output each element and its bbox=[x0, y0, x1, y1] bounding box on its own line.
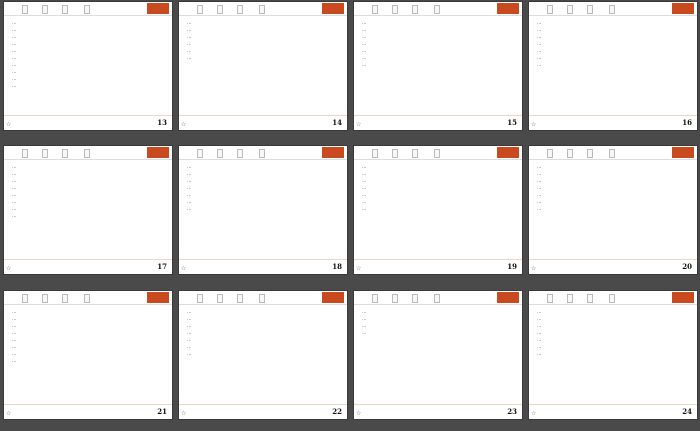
slide-text-line: … bbox=[12, 179, 17, 184]
slide-nav-bar bbox=[354, 291, 522, 305]
slide-number: 24 bbox=[682, 407, 692, 416]
slide-nav-tab bbox=[412, 294, 418, 303]
footer-divider bbox=[529, 115, 697, 116]
slide-text-line: … bbox=[362, 207, 367, 212]
slide-text-line: … bbox=[187, 28, 192, 33]
slide-text-line: … bbox=[187, 165, 192, 170]
slide-number: 15 bbox=[507, 118, 517, 127]
slide-nav-tab bbox=[22, 149, 28, 158]
slide-thumbnail[interactable] bbox=[178, 1, 348, 131]
slide-number: 16 bbox=[682, 118, 692, 127]
slide-text-line: … bbox=[12, 165, 17, 170]
slide-text-line: … bbox=[187, 338, 192, 343]
slide-star-icon: ☆ bbox=[6, 265, 12, 272]
slide-text-line: … bbox=[362, 165, 367, 170]
slide-thumbnail[interactable] bbox=[353, 290, 523, 420]
slide-text-line: … bbox=[537, 42, 542, 47]
slide-nav-tab bbox=[217, 149, 223, 158]
footer-divider bbox=[4, 259, 172, 260]
slide-star-icon: ☆ bbox=[356, 121, 362, 128]
slide-text-line: … bbox=[12, 186, 17, 191]
slide-text-line: … bbox=[362, 172, 367, 177]
slide-star-icon: ☆ bbox=[181, 121, 187, 128]
slide-text-line: … bbox=[362, 331, 367, 336]
section-badge bbox=[147, 292, 169, 303]
slide-nav-bar bbox=[4, 291, 172, 305]
slide-text-line: … bbox=[187, 345, 192, 350]
slide-text-line: … bbox=[187, 200, 192, 205]
slide-nav-bar bbox=[4, 146, 172, 160]
slide-nav-tab bbox=[412, 149, 418, 158]
section-badge bbox=[672, 3, 694, 14]
footer-divider bbox=[4, 404, 172, 405]
section-badge bbox=[322, 147, 344, 158]
section-badge bbox=[497, 292, 519, 303]
slide-nav-tab bbox=[237, 149, 243, 158]
slide-text-line: … bbox=[537, 352, 542, 357]
slide-text-line: … bbox=[362, 42, 367, 47]
slide-number: 23 bbox=[507, 407, 517, 416]
slide-text-line: … bbox=[12, 63, 17, 68]
slide-text-line: … bbox=[12, 42, 17, 47]
slide-text-line: … bbox=[537, 21, 542, 26]
slide-content bbox=[187, 20, 341, 62]
slide-text-line: … bbox=[12, 331, 17, 336]
footer-divider bbox=[529, 259, 697, 260]
slide-nav-tab bbox=[392, 294, 398, 303]
slide-text-line: … bbox=[187, 56, 192, 61]
slide-number: 20 bbox=[682, 262, 692, 271]
slide-text-line: … bbox=[12, 207, 17, 212]
slide-text-line: … bbox=[187, 35, 192, 40]
slide-nav-tab bbox=[412, 5, 418, 14]
slide-text-line: … bbox=[12, 317, 17, 322]
slide-content bbox=[362, 309, 516, 337]
slide-text-line: … bbox=[537, 35, 542, 40]
section-badge bbox=[497, 147, 519, 158]
slide-text-line: … bbox=[537, 172, 542, 177]
section-badge bbox=[322, 3, 344, 14]
slide-number: 18 bbox=[332, 262, 342, 271]
slide-star-icon: ☆ bbox=[181, 410, 187, 417]
slide-text-line: … bbox=[362, 63, 367, 68]
slide-star-icon: ☆ bbox=[531, 265, 537, 272]
slide-thumbnail[interactable] bbox=[3, 145, 173, 275]
slide-text-line: … bbox=[537, 28, 542, 33]
slide-text-line: … bbox=[537, 310, 542, 315]
slide-nav-bar bbox=[354, 2, 522, 16]
slide-thumbnail[interactable] bbox=[528, 1, 698, 131]
section-badge bbox=[497, 3, 519, 14]
slide-text-line: … bbox=[12, 35, 17, 40]
slide-nav-tab bbox=[392, 149, 398, 158]
footer-divider bbox=[354, 259, 522, 260]
slide-text-line: … bbox=[187, 186, 192, 191]
slide-text-line: … bbox=[537, 49, 542, 54]
slide-star-icon: ☆ bbox=[6, 410, 12, 417]
slide-text-line: … bbox=[537, 317, 542, 322]
slide-nav-tab bbox=[42, 294, 48, 303]
slide-thumbnail[interactable] bbox=[3, 1, 173, 131]
slide-content bbox=[12, 309, 166, 365]
slide-text-line: … bbox=[362, 179, 367, 184]
section-badge bbox=[322, 292, 344, 303]
slide-thumbnail[interactable] bbox=[528, 290, 698, 420]
slide-text-line: … bbox=[12, 70, 17, 75]
slide-text-line: … bbox=[187, 193, 192, 198]
slide-nav-tab bbox=[237, 5, 243, 14]
slide-text-line: … bbox=[12, 359, 17, 364]
slide-text-line: … bbox=[187, 317, 192, 322]
slide-thumbnail[interactable] bbox=[178, 290, 348, 420]
slide-number: 19 bbox=[507, 262, 517, 271]
slide-nav-tab bbox=[22, 294, 28, 303]
slide-nav-tab bbox=[434, 149, 440, 158]
slide-text-line: … bbox=[537, 56, 542, 61]
slide-nav-tab bbox=[372, 294, 378, 303]
slide-text-line: … bbox=[12, 21, 17, 26]
slide-content bbox=[12, 20, 166, 90]
slide-text-line: … bbox=[187, 331, 192, 336]
slide-text-line: … bbox=[537, 345, 542, 350]
slide-nav-tab bbox=[609, 294, 615, 303]
slide-text-line: … bbox=[12, 345, 17, 350]
slide-text-line: … bbox=[12, 338, 17, 343]
slide-text-line: … bbox=[12, 352, 17, 357]
slide-text-line: … bbox=[537, 193, 542, 198]
slide-content bbox=[187, 164, 341, 213]
slide-nav-bar bbox=[179, 2, 347, 16]
slide-nav-tab bbox=[372, 149, 378, 158]
slide-nav-tab bbox=[587, 5, 593, 14]
slide-text-line: … bbox=[12, 172, 17, 177]
slide-text-line: … bbox=[537, 338, 542, 343]
slide-nav-tab bbox=[217, 5, 223, 14]
slide-content bbox=[12, 164, 166, 220]
slide-text-line: … bbox=[362, 317, 367, 322]
slide-text-line: … bbox=[187, 310, 192, 315]
slide-text-line: … bbox=[537, 331, 542, 336]
slide-text-line: … bbox=[187, 49, 192, 54]
slide-nav-tab bbox=[547, 294, 553, 303]
slide-nav-bar bbox=[529, 291, 697, 305]
slide-nav-bar bbox=[4, 2, 172, 16]
section-badge bbox=[672, 147, 694, 158]
slide-nav-tab bbox=[42, 149, 48, 158]
slide-text-line: … bbox=[537, 63, 542, 68]
slide-text-line: … bbox=[187, 179, 192, 184]
slide-nav-tab bbox=[197, 294, 203, 303]
slide-nav-tab bbox=[609, 149, 615, 158]
slide-thumbnail[interactable] bbox=[3, 290, 173, 420]
slide-text-line: … bbox=[12, 193, 17, 198]
slide-nav-tab bbox=[609, 5, 615, 14]
slide-star-icon: ☆ bbox=[181, 265, 187, 272]
section-badge bbox=[672, 292, 694, 303]
slide-text-line: … bbox=[362, 35, 367, 40]
slide-nav-tab bbox=[42, 5, 48, 14]
slide-star-icon: ☆ bbox=[531, 121, 537, 128]
slide-star-icon: ☆ bbox=[6, 121, 12, 128]
slide-nav-bar bbox=[529, 2, 697, 16]
slide-nav-bar bbox=[354, 146, 522, 160]
footer-divider bbox=[354, 115, 522, 116]
section-badge bbox=[147, 147, 169, 158]
slide-text-line: … bbox=[187, 42, 192, 47]
slide-text-line: … bbox=[362, 310, 367, 315]
footer-divider bbox=[354, 404, 522, 405]
slide-text-line: … bbox=[187, 21, 192, 26]
slide-nav-bar bbox=[529, 146, 697, 160]
slide-star-icon: ☆ bbox=[356, 410, 362, 417]
slide-nav-tab bbox=[237, 294, 243, 303]
slide-text-line: … bbox=[12, 28, 17, 33]
slide-nav-tab bbox=[197, 5, 203, 14]
slide-text-line: … bbox=[12, 77, 17, 82]
slide-number: 13 bbox=[157, 118, 167, 127]
slide-text-line: … bbox=[362, 193, 367, 198]
slide-nav-bar bbox=[179, 291, 347, 305]
slide-nav-tab bbox=[62, 5, 68, 14]
slide-nav-tab bbox=[197, 149, 203, 158]
slide-content bbox=[187, 309, 341, 358]
slide-text-line: … bbox=[362, 49, 367, 54]
slide-nav-tab bbox=[434, 5, 440, 14]
slide-nav-tab bbox=[259, 294, 265, 303]
slide-content bbox=[362, 20, 516, 69]
slide-nav-tab bbox=[567, 294, 573, 303]
footer-divider bbox=[179, 259, 347, 260]
slide-text-line: … bbox=[12, 56, 17, 61]
slide-nav-tab bbox=[567, 149, 573, 158]
slide-nav-bar bbox=[179, 146, 347, 160]
slide-thumbnail[interactable] bbox=[353, 1, 523, 131]
slide-thumbnail[interactable] bbox=[353, 145, 523, 275]
slide-nav-tab bbox=[217, 294, 223, 303]
slide-text-line: … bbox=[362, 324, 367, 329]
slide-text-line: … bbox=[12, 324, 17, 329]
slide-nav-tab bbox=[62, 149, 68, 158]
slide-text-line: … bbox=[12, 214, 17, 219]
slide-number: 14 bbox=[332, 118, 342, 127]
slide-nav-tab bbox=[259, 149, 265, 158]
footer-divider bbox=[179, 115, 347, 116]
slide-text-line: … bbox=[12, 310, 17, 315]
slide-nav-tab bbox=[84, 294, 90, 303]
slide-nav-tab bbox=[547, 5, 553, 14]
slide-text-line: … bbox=[187, 172, 192, 177]
slide-text-line: … bbox=[187, 324, 192, 329]
slide-text-line: … bbox=[187, 207, 192, 212]
slide-text-line: … bbox=[187, 352, 192, 357]
slide-nav-tab bbox=[587, 294, 593, 303]
slide-number: 22 bbox=[332, 407, 342, 416]
section-badge bbox=[147, 3, 169, 14]
slide-nav-tab bbox=[567, 5, 573, 14]
slide-thumbnail[interactable] bbox=[178, 145, 348, 275]
slide-nav-tab bbox=[62, 294, 68, 303]
slide-thumbnail[interactable] bbox=[528, 145, 698, 275]
slide-text-line: … bbox=[12, 49, 17, 54]
slide-star-icon: ☆ bbox=[356, 265, 362, 272]
slide-content bbox=[537, 20, 691, 69]
slide-text-line: … bbox=[362, 56, 367, 61]
slide-nav-tab bbox=[84, 5, 90, 14]
slide-text-line: … bbox=[537, 179, 542, 184]
slide-text-line: … bbox=[362, 21, 367, 26]
slide-nav-tab bbox=[259, 5, 265, 14]
slide-content bbox=[537, 164, 691, 213]
slide-text-line: … bbox=[537, 165, 542, 170]
slide-text-line: … bbox=[537, 207, 542, 212]
slide-number: 21 bbox=[157, 407, 167, 416]
slide-nav-tab bbox=[84, 149, 90, 158]
slide-nav-tab bbox=[392, 5, 398, 14]
slide-text-line: … bbox=[362, 28, 367, 33]
slide-text-line: … bbox=[12, 84, 17, 89]
slide-nav-tab bbox=[372, 5, 378, 14]
slide-nav-tab bbox=[22, 5, 28, 14]
footer-divider bbox=[179, 404, 347, 405]
slide-number: 17 bbox=[157, 262, 167, 271]
slide-nav-tab bbox=[547, 149, 553, 158]
slide-star-icon: ☆ bbox=[531, 410, 537, 417]
footer-divider bbox=[4, 115, 172, 116]
slide-text-line: … bbox=[537, 324, 542, 329]
footer-divider bbox=[529, 404, 697, 405]
slide-text-line: … bbox=[12, 200, 17, 205]
slide-content bbox=[362, 164, 516, 213]
slide-text-line: … bbox=[537, 200, 542, 205]
slide-text-line: … bbox=[362, 200, 367, 205]
slide-nav-tab bbox=[434, 294, 440, 303]
slide-text-line: … bbox=[362, 186, 367, 191]
slide-nav-tab bbox=[587, 149, 593, 158]
slide-text-line: … bbox=[537, 186, 542, 191]
slide-content bbox=[537, 309, 691, 358]
